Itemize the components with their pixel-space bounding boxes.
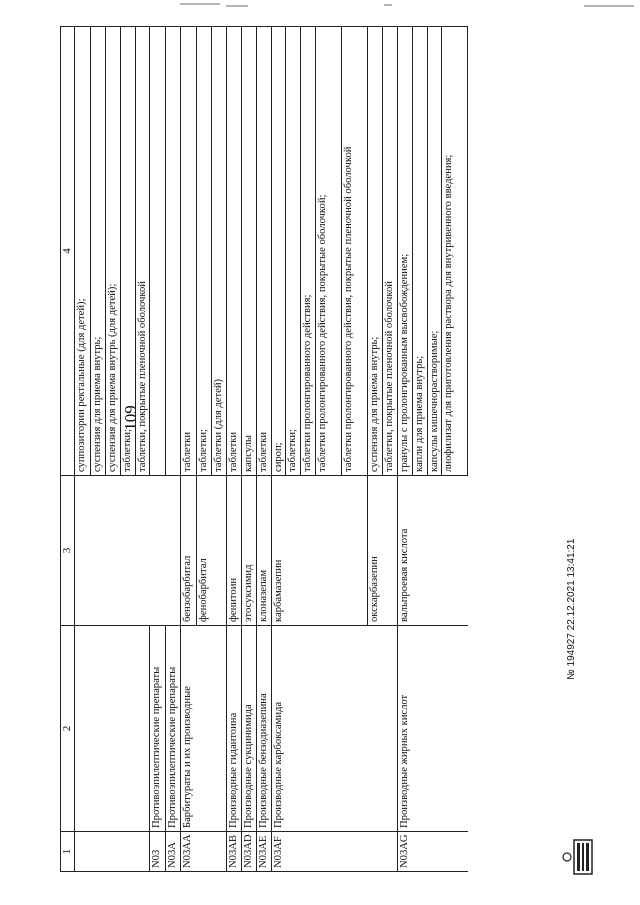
cell-code: N03AA	[181, 832, 197, 872]
cell-group: Противоэпилептические препараты	[166, 626, 181, 832]
table-row	[383, 27, 398, 872]
cell-group: Барбитураты и их производные	[181, 626, 197, 832]
table-row	[181, 27, 197, 872]
cell-group	[75, 626, 91, 832]
cell-form: суспензия для приема внутрь;	[91, 27, 106, 476]
cell-group	[442, 626, 468, 832]
cell-code: N03A	[166, 832, 181, 872]
page-number: 109	[121, 405, 140, 431]
cell-drug: этосуксимид	[241, 476, 256, 626]
digital-signature-icon	[560, 838, 596, 876]
cell-form: таблетки (для детей)	[212, 27, 227, 476]
cell-form: суспензия для приема внутрь (для детей);	[105, 27, 120, 476]
cell-code	[383, 832, 398, 872]
cell-form: капсулы кишечнорастворимые;	[427, 27, 442, 476]
medication-table	[60, 26, 468, 872]
cell-group	[286, 626, 301, 832]
cell-code	[427, 832, 442, 872]
cell-code	[75, 832, 91, 872]
cell-form: таблетки	[256, 27, 271, 476]
cell-drug: бензобарбитал	[181, 476, 197, 626]
cell-drug	[105, 476, 120, 626]
table-row	[342, 27, 368, 872]
table-row	[316, 27, 342, 872]
cell-drug	[316, 476, 342, 626]
cell-form: сироп;	[271, 27, 286, 476]
cell-drug	[301, 476, 316, 626]
cell-drug: окскарбазепин	[368, 476, 383, 626]
cell-drug	[91, 476, 106, 626]
table-row	[368, 27, 383, 872]
cell-drug	[383, 476, 398, 626]
cell-form: таблетки;	[120, 27, 135, 476]
cell-code	[368, 832, 383, 872]
cell-code	[442, 832, 468, 872]
cell-group	[427, 626, 442, 832]
cell-group: Производные бензодиазепина	[256, 626, 271, 832]
scan-artifacts	[0, 0, 640, 14]
cell-group: Производные сукцинимида	[241, 626, 256, 832]
cell-group	[120, 626, 135, 832]
cell-code	[105, 832, 120, 872]
cell-form: капсулы	[241, 27, 256, 476]
cell-code: N03	[150, 832, 166, 872]
table-row	[397, 27, 412, 872]
header-col-2: 2	[61, 626, 75, 832]
cell-group	[383, 626, 398, 832]
cell-code: N03AF	[271, 832, 286, 872]
cell-drug: фенитоин	[227, 476, 242, 626]
cell-group	[368, 626, 383, 832]
table-row	[166, 27, 181, 872]
cell-form: суппозитории ректальные (для детей);	[75, 27, 91, 476]
cell-code	[91, 832, 106, 872]
cell-form: таблетки, покрытые пленочной оболочкой	[383, 27, 398, 476]
cell-drug	[166, 476, 181, 626]
table-body	[75, 27, 468, 872]
cell-code	[301, 832, 316, 872]
footer-doc-id: № 194927	[566, 633, 577, 680]
table-row	[442, 27, 468, 872]
cell-form	[150, 27, 166, 476]
rotated-content	[60, 27, 589, 872]
cell-code	[212, 832, 227, 872]
cell-form: таблетки	[181, 27, 197, 476]
cell-form: суспензия для приема внутрь;	[368, 27, 383, 476]
table-row	[135, 27, 150, 872]
cell-drug	[150, 476, 166, 626]
table-row	[150, 27, 166, 872]
table-header-row	[61, 27, 75, 872]
cell-group	[91, 626, 106, 832]
table-row	[301, 27, 316, 872]
cell-code: N03AE	[256, 832, 271, 872]
cell-drug: карбамазепин	[271, 476, 286, 626]
cell-drug: вальпроевая кислота	[397, 476, 412, 626]
cell-drug	[135, 476, 150, 626]
cell-code	[412, 832, 427, 872]
cell-group	[342, 626, 368, 832]
cell-code	[286, 832, 301, 872]
cell-group	[316, 626, 342, 832]
table-row	[256, 27, 271, 872]
cell-code	[316, 832, 342, 872]
cell-code: N03AG	[397, 832, 412, 872]
cell-form: гранулы с пролонгированным высвобождением;	[397, 27, 412, 476]
cell-drug	[212, 476, 227, 626]
table-row	[427, 27, 442, 872]
table-row	[241, 27, 256, 872]
cell-drug: фенобарбитал	[197, 476, 212, 626]
cell-drug	[286, 476, 301, 626]
table-row	[212, 27, 227, 872]
cell-form: капли для приема внутрь;	[412, 27, 427, 476]
cell-drug	[342, 476, 368, 626]
cell-form: таблетки;	[197, 27, 212, 476]
table-row	[412, 27, 427, 872]
cell-form: таблетки	[227, 27, 242, 476]
header-col-3: 3	[61, 476, 75, 626]
cell-group	[197, 626, 212, 832]
cell-group	[105, 626, 120, 832]
cell-code	[197, 832, 212, 872]
cell-drug	[442, 476, 468, 626]
footer-timestamp: 22.12.2021 13:41:21	[566, 538, 577, 631]
cell-form: таблетки;	[286, 27, 301, 476]
cell-code	[342, 832, 368, 872]
table-row	[91, 27, 106, 872]
table-row	[120, 27, 135, 872]
cell-form: таблетки пролонгированного действия, покрытые оболочкой;	[316, 27, 342, 476]
cell-code	[135, 832, 150, 872]
table-row	[75, 27, 91, 872]
cell-drug	[412, 476, 427, 626]
header-col-4: 4	[61, 27, 75, 476]
cell-drug: клоназепам	[256, 476, 271, 626]
cell-group: Производные карбоксамида	[271, 626, 286, 832]
cell-group	[412, 626, 427, 832]
table-row	[227, 27, 242, 872]
table-row	[197, 27, 212, 872]
footer-stamp	[566, 480, 586, 680]
table-row	[286, 27, 301, 872]
cell-code	[120, 832, 135, 872]
cell-group: Противоэпилептические препараты	[150, 626, 166, 832]
cell-form: таблетки пролонгированного действия, покрытые пленочной оболочкой	[342, 27, 368, 476]
cell-group	[212, 626, 227, 832]
cell-code: N03AD	[241, 832, 256, 872]
table-row	[271, 27, 286, 872]
cell-form: лиофилизат для приготовления раствора для внутривенного введения;	[442, 27, 468, 476]
cell-group	[301, 626, 316, 832]
cell-group: Производные гидантоина	[227, 626, 242, 832]
table-row	[105, 27, 120, 872]
cell-group	[135, 626, 150, 832]
cell-drug	[75, 476, 91, 626]
cell-form: таблетки пролонгированного действия;	[301, 27, 316, 476]
cell-form: таблетки, покрытые пленочной оболочкой	[135, 27, 150, 476]
cell-code: N03AB	[227, 832, 242, 872]
cell-drug	[120, 476, 135, 626]
cell-drug	[427, 476, 442, 626]
cell-group: Производные жирных кислот	[397, 626, 412, 832]
cell-form	[166, 27, 181, 476]
header-col-1: 1	[61, 832, 75, 872]
